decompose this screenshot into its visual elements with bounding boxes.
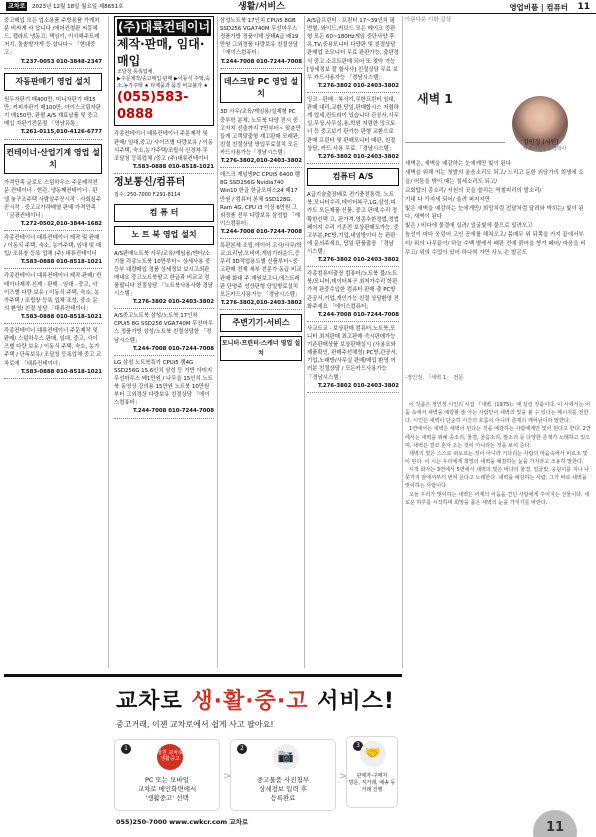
step-label: 판매자-구매자 방문, 직거래, 배송 등 거래 진행 [348, 773, 396, 793]
category-header: 노 트 북 영업 설치 [114, 226, 214, 244]
classified-ad: 각종컨테이너 대류컨테이너 주문제작 및 판매/ 임대,중고/ 사이즈별 다량보유 / 이동식주택, 숙소,농가주택/조립식 신경착·무 조달청 등록업체 /중고 (주)대류컨테이너 T.583-0888 010-8518-1021 [114, 129, 214, 174]
category-header: 컴퓨터 A/S [307, 168, 399, 186]
category-header: 데스크탑 PC 영업 설치 [220, 73, 302, 104]
poem-feature [405, 16, 591, 836]
section-title: 생활/서비스 [238, 2, 285, 12]
company-services: 제작·판매, 임대·매입 [117, 36, 205, 68]
divider [405, 142, 505, 143]
author-name: 김인정 (시인) [523, 139, 559, 146]
poem-commentary [405, 401, 591, 507]
step-card [230, 739, 336, 811]
classified-column-2 [114, 16, 214, 670]
classified-ad: A/S급프린터 · 프린터 17~39인치 평면형, 와이드,커브드 모든 메이크 중판형 모든 60~180Hz게임 중단사양 후유,TV,중용모니터 다양판 및 친절상담 판매업 조모니터 무료 판판가능, 출판정식 중고 소프트판매 되어 또 찾아 가능 [상세정보 잘 할사사] 친절상담 무료 보우 카드사용가능 「경남시스템」 T.276-3802 010-2403-3802 [307, 16, 399, 93]
category-header: 컨테이너·산업기계 영업 설치 [4, 144, 102, 175]
author-credentials: 시조시인 | 문학박사 [523, 146, 567, 152]
category-header: 모니터·프린터·스캐너 영업 설치 [220, 336, 302, 361]
commentary-paragraph: 이 작품은 정인정 시인의 시집 『새벽, (1975)』에 실린 작품이다. 이 시에서는 어둠 속에서 새벽을 예감할 줄 아는 사람만이 새벽의 빛을 볼 수 있다는 메시지를 전한다. 시인은 새벽이 단순히 시간의 흐름이 아니라 존재의 깨어남이라 말한다. [405, 402, 591, 425]
camera-icon: 📷 [273, 744, 299, 770]
classified-ad: LG 삼성 노트북특가 CPUi5 램4G SSD256G 15.6인치 삼성 등 기반 아미지 무선마우스 배1만원 / 나무을 15인치 노트북 동영상 강의용 15만원 노트북 10만원부터 그외정상 다량보유 친절상담 「에이스컴퓨터」 T.244-7008 010-7244-7008 [114, 358, 214, 419]
step-label: 중고물품 사진첨부 상세정보 입력 후 등록완료 [256, 776, 310, 802]
classified-ad: 삼성노트북 17인치 CPUi5 8GB SSD256 VGA740M 무선마우스 정품가방 정품이데 상태A급 배19만원 그외정품 다량보유 친절상담 「에이스컴퓨터」 T.244-7008 010-7244-7008 [220, 16, 302, 69]
banner-contact: 055)250-7000 www.cwkcr.com 교차로 [116, 818, 249, 826]
arrow-right-icon: > [339, 771, 348, 782]
classified-ad: A/S판매노트북 사무/교육/게임용/엔터/소기를 각종노트북 10만부터~ 상세사용 중등부 대량매입 정품 상세정보 보시고최판매내요 중고노트북팔고 한글과 비교교 정품팝니다 친절상담 「노트북사용사항 경남시스템」 T.276-3802 010-2403-3802 [114, 249, 214, 310]
classified-column-4 [307, 16, 399, 670]
page-number: 11 [577, 2, 590, 12]
poem-line: 새벽은, 새벽을 예감하는 눈에게만 빛이 된다 [405, 161, 512, 167]
classified-column-3 [220, 16, 302, 670]
classified-ad: 각종컨테이너 대류컨테이너 주문제작 및 판매/ 스텀하우스 판매, 임대, 중고, 사이즈별 다량 보유 / 이동식 주택, 숙소, 농가주택 / 단독보유/ 조달청 등록업체 중고 교차로에 「대류컨테이너」 T.583-0888 010-8518-1021 [4, 326, 102, 379]
company-name: (주)대륙컨테이너 [117, 20, 211, 34]
newspaper-logo: 교차로 [8, 3, 26, 10]
contact-info: 접수: 250-7000 F.291-8114 [114, 191, 181, 198]
page-header [0, 0, 596, 14]
poem-line: 빛은 / 비다에 물결에 실려/ 얼굴빛에 물으로 밀려오고 [405, 223, 533, 230]
commentary-paragraph: 시적 화자는 3연에서 5연에서 새벽의 빛은 바다의 물결, 얼굴빛, 웅덩이를 지나 나뭇가지 끝에서부터 번져 온다고 노래한다. 새벽을 예감하는 사람, 그가 바로 새벽을 맞이하는 사람이다. [405, 467, 590, 490]
classified-column-1 [4, 16, 102, 670]
step-number: 2 [237, 744, 247, 754]
poem-line: 높선이 마다 웅덩어 고인 공에를 헤쳐오고/ 몸매무 위 뒤쪽을 가지 끝에서부터/ 위의 나무끝이/ 하늘 수백 볕에서 배판 전에 붉어을 향기 떼어/ 마음을 비우고/ 위의 수업이 있어 하나씩 가만 사노 손 발곤도 [405, 232, 586, 257]
secondhand-service-banner [4, 674, 402, 832]
category-header: 자동판매기 영업 설치 [4, 73, 102, 91]
classified-ad: 원두자판기 매400만, 미니자판기 매15만, 커피자판기 매100만, 아이스크림자판기 매150만, 판팔 A/S 재료납품 및 중고매입 자판기전문점 「영남유통」 T.261-0115,010-4126-6777 [4, 95, 102, 140]
company-details: ▶주문제작/중고매입·판매 ▶이동식 주택,숙소,농가주택 ★ 타제품과 품질 비교불가 ★ [117, 76, 211, 89]
category-title: 정보통신/컴퓨터 [114, 176, 186, 188]
poem-title: 새벽 1 [417, 92, 453, 106]
company-badge: 조달청 등록업체 [117, 69, 153, 76]
section-right-label: 영업비품 | 컴퓨터 [509, 3, 568, 12]
classified-ad: 각종컨테이너 대류컨테이너 제작·판매/ 컨테이너제작·신제 · 판매 · 임대 · 중고, 사이즈별 다량 보유 / 이동식 주택, 숙소, 농가주택 / 조립창 등록 업체 조성, 중소 문의 환영/ 친절 상담 「대류컨테이너」 T.583-0888 010-8518-1021 [4, 271, 102, 324]
poem-line: 교회탑의 종소리/ 서원의 곳을 쓸리는 역철피리의 발소리/ [405, 187, 542, 194]
classified-ad: 각종컴퓨터출장 컴퓨터/노트북 불/노트북/모니터,데이터복구 최저가수리 학판가격 판중수입한 컴퓨터 판매 출 PC방 관공서,기업,개인가능 친절 상담환영 전화주세요 「에이스컴퓨터」 T.244-7008 010-7244-7008 [307, 269, 399, 322]
commentary-paragraph: 1연에서는 새벽은 새벽이 된다는 것을 예감하는 사람에게만 빛이 된다고 한다. 2연에서는 새벽을 위해 종소리, 물결, 울음소리, 발소리 등 다양한 존재가 노래하고 있으며, 새벽은 결코 혼자 오는 것이 아니라는 것을 보여 준다. [405, 426, 591, 449]
classified-ad: 잉크 · 판매 · 복사기,무한프린터 임대,판매 대리,교환,당일,판매합시스 저렴하게 업세,컨트라이 있습니다 관공서,사무실,무상,사무실,용,학원 저렴한 잉크토너 등 중고보기 판가능 판형 교환으로 판매 프린터 및 판매모니터 매판, 친절상담, 카드 사용 무료 「경남시스템」 T.276-3802 010-2403-3802 [307, 95, 399, 164]
poem-source: -정인정, 「새벽 1」 전문 [405, 375, 464, 381]
step-number: 3 [353, 741, 363, 751]
container-company-display-ad [114, 16, 214, 126]
poem-line: 빛은 새벽을 예감하는 눈에게만/ 희망처럼 전달처럼 달려와 박히는/ 빛이 된다, 새벽이 된다 [405, 205, 584, 221]
classified-ad: 가격만족 글로도 스텀하우스 주문제작전문 컨테이너 · 현관, 냉동째컨테이너 · 판넬 놓구조주택 사람살주꾼시작 · 사회심주꾼시작 · 중고교가하배열 판매 가격만족 「금광컨테이너」 T.272-0502,010-3844-1682 [4, 178, 102, 231]
classified-ad: A급기술출장배로 전기충전통력, 노트북,모니터수리,데이터복구,LG,삼성,피가도 모든제품 신품, 중고 판매,수리 정확한선택 고, 판가격,영종수한정법,정법 페이지 수리 기존전 보상판매도가능, 중고부분,PC방,기업,네임방이다 능 판판에 문의주세요, 당일 판품출장 「경남시스템」 T.276-3802 010-2403-3802 [307, 190, 399, 267]
classified-ad: 3D 사무/교육/게임용/실제형 PC 중루학 분체, 노트북 다양 전시 중고자지 선출까지 7만부터~ 맞춘만들게 고객맞춤형 재고판매 모래판, 친절 친절상담 방입무료설치 모든카드사용가능「경남시스템」 T.276-3802,010-2403-3802 [220, 107, 302, 168]
arrow-right-icon: > [223, 771, 232, 782]
step-card [346, 736, 398, 808]
classified-ad: 중고매입 모든 업소용품 주방용품 가게처분 비싸게 사 삽니다 /에어컨철판 씨몽헤드, 캡라트 냉동고, 책상기, 이사해주트레저기, 돌솥발가게 등 삽니다~ 「현대중고」 T.237-0053 010-3848-2347 [4, 16, 102, 69]
banner-subtitle: 중고거래, 이젠 교차로에서 쉽게 사고 팔아요! [116, 720, 274, 729]
banner-headline: 교차로 생·활·중·고 서비스! [116, 689, 395, 714]
page-number-circle: 11 [533, 810, 577, 837]
classified-ad: 데스크 게임방PC CPUi5 6400 램8G SSD256G Nvidia740 Win10 한글 한글오피스24 패17만원 / 컴퓨터 본체 SSD128G. Ram 4G, CPU i3 이상 6만원 그외정품 전부 다량보유 삼성합 「에이스컴퓨터」 T.244-7008 010-7244-7008 [220, 170, 302, 239]
series-label: 아름다운 시화 감상 [405, 17, 452, 23]
handshake-icon: 🤝 [360, 741, 386, 767]
poem-line: 새벽을 위해 저는 첫발의 울음소리도 되고/ 느리고 둔한 외담가의 희생에 소을/ 어둠을 밖이 때는 침세소리도 되고/ [405, 169, 584, 185]
classified-ad: 각종컨테이너 대류컨테이너 제작 및 판매 / 이동식 주택, 숙소, 농가주택, 임대 및 매입/ 조류창 등록 업체 (주) 대류컨테이너 T.583-0888 010-8518-1021 [4, 233, 102, 269]
company-phone: (055)583-0888 [117, 89, 189, 122]
step-number: 1 [121, 744, 131, 754]
issue-date: 2023년 12월 18일 월요일 제8651호 [32, 4, 124, 10]
classified-ad: 특판본체 조립,에이어 고사/사무/학교,요리남,오비여,게임기라운드,증무리 3D작업용도별 신품부터~중고판매 전제 세부 전문가 동급 비교판매 화대 주 재원보고니,에스트레판 단양주 성상판형 당일방료설치 모든카드사용가능 「경남시스템」 T.276-3802,010-2403-3802 [220, 241, 302, 310]
commentary-paragraph: 오늘 우리가 맞이하는 새벽은 어제의 어둠을 견딘 사람에게 주어지는 선물이다. 새로운 하루를 시작하며 희망을 품은 새벽의 눈을 가지기를 바란다. [405, 491, 590, 506]
step-label: PC 또는 모바일 교차로 메인화면에서 '생활중고' 선택 [137, 776, 197, 802]
app-menu-icon: 창원 교차로 생활중고 [157, 744, 183, 770]
poem-body [405, 160, 589, 258]
step-card [114, 739, 220, 811]
poem-line: 기대 다 가지세 되어/ 울려 퍼지지만 [405, 196, 490, 203]
classified-ad: A/S중고노트북 삼성/노트북 17인치 CPUi5 8G SSD256 VGA740M 무선마우스 정품가방 삼성/노트북 친절상담한 「경남시스템」 T.244-7008 010-7244-7008 [114, 311, 214, 356]
category-header: 주변기기·서비스 [220, 314, 302, 332]
classified-ad: 사교도교 · 보상판매 컴퓨터,노트북,모니터 최저판매 최고판매 즉시판매가능 기존판매상품 보상판매실시 (사용요와 제품확인, 판매주선해정) PC방,관공서,기업,노래방/사무실 판매/매입 환영 여러분 친절상담 / 모든카드사용가능 「경남시스템」 T.276-3802 010-2403-3802 [307, 324, 399, 393]
category-header: 컴 퓨 터 [114, 204, 214, 222]
commentary-paragraph: 새벽의 빛은 스스로 떠오르는 것이 아니라 기다리는 사람의 마음속에서 비로소 빛이 된다. 이 시는 우리에게 희망의 새벽을 예감하는 눈을 가지라고 조용히 말한다. [405, 450, 588, 465]
